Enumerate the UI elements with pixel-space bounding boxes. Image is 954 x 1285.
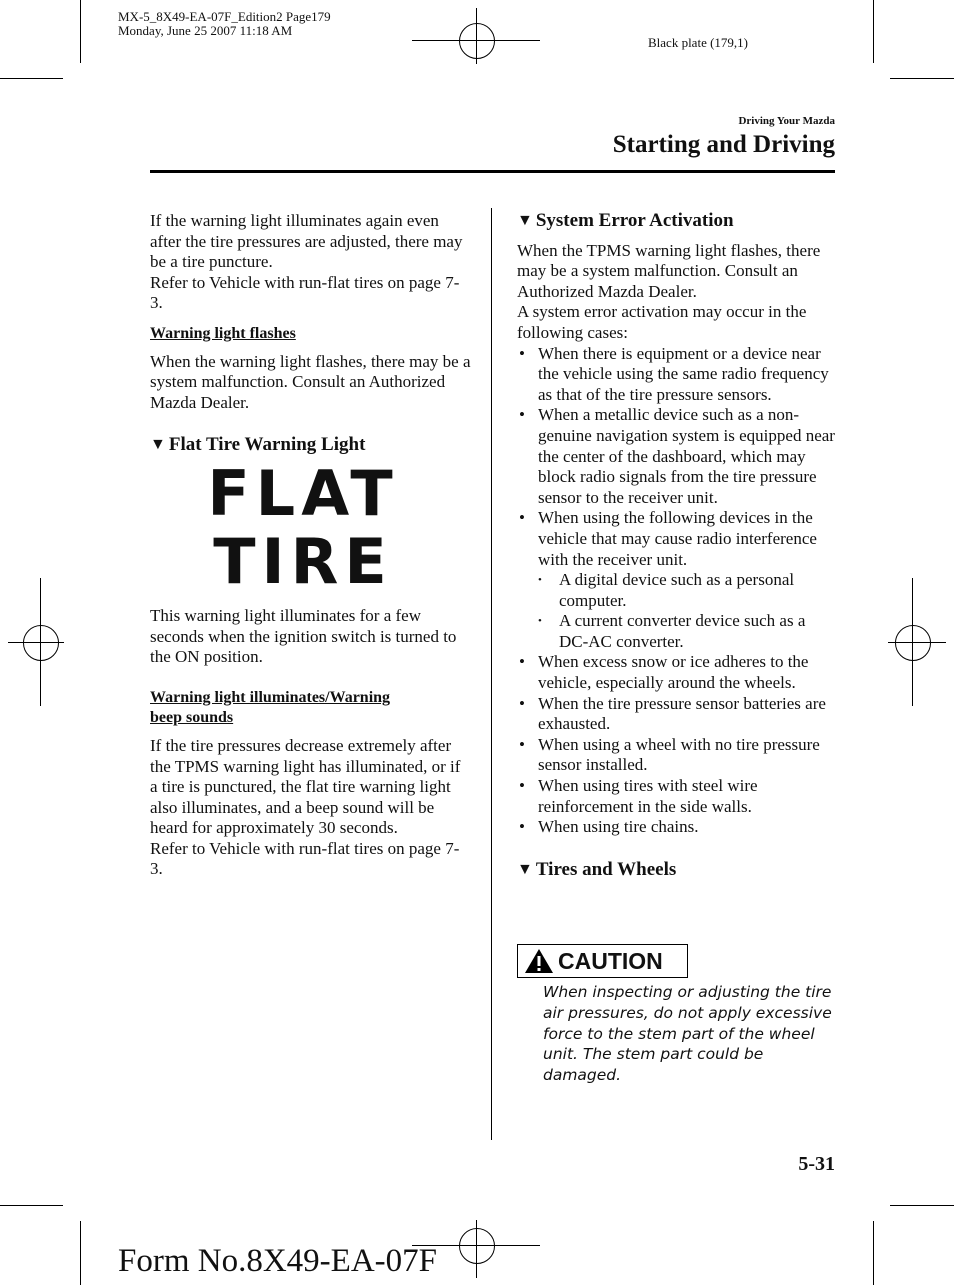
beep-text: If the tire pressures decrease extremely after the TPMS warning light has illuminated, or if a tire is punctured, the flat tire warning light also illuminates, and a beep sound will be heard for approximately 30 seconds.	[150, 735, 461, 838]
down-triangle-icon: ▼	[517, 860, 533, 878]
beep-heading-2: beep sounds	[150, 709, 234, 727]
plate-info: Black plate (179,1)	[648, 35, 748, 50]
flat-tire-line-1: FLAT	[207, 456, 399, 530]
page-number: 5-31	[798, 1153, 835, 1175]
sub-list	[538, 570, 835, 652]
sub-list-item: • A digital device such as a personal computer.	[538, 570, 835, 611]
date-info: Monday, June 25 2007 11:18 AM	[118, 23, 293, 38]
section-label: Driving Your Mazda	[738, 115, 835, 127]
list-item: • When using tires with steel wire reinforcement in the side walls.	[517, 776, 835, 817]
header-rule	[150, 170, 835, 173]
caution-label: CAUTION	[558, 947, 663, 974]
system-error-text: When the TPMS warning light flashes, there may be a system malfunction. Consult an Authorized Mazda Dealer.	[517, 240, 821, 301]
down-triangle-icon: ▼	[150, 436, 166, 454]
file-info: MX-5_8X49-EA-07F_Edition2 Page179	[118, 9, 331, 24]
flashes-heading: Warning light flashes	[150, 324, 296, 342]
caution-box	[517, 944, 688, 978]
down-triangle-icon: ▼	[517, 212, 533, 229]
system-error-list	[517, 344, 835, 838]
system-error-heading: ▼ System Error Activation	[517, 210, 734, 231]
intro-paragraph: If the warning light illuminates again even after the tire pressures are adjusted, there may be a tire puncture.	[150, 211, 463, 272]
form-number: Form No.8X49-EA-07F	[118, 1243, 437, 1279]
list-item: • When excess snow or ice adheres to the vehicle, especially around the wheels.	[517, 652, 835, 693]
left-column	[150, 211, 472, 880]
flat-tire-indicator	[142, 456, 464, 598]
list-item: • When there is equipment or a device near the vehicle using the same radio frequency as that of the tire pressure sensors.	[517, 344, 835, 406]
list-item: • When using tire chains.	[517, 817, 835, 838]
flat-tire-text: This warning light illuminates for a few seconds when the ignition switch is turned to the ON position.	[150, 605, 457, 667]
sub-list-item: • A current converter device such as a DC-AC converter.	[538, 611, 835, 652]
tires-wheels-heading: ▼ Tires and Wheels	[517, 858, 677, 880]
list-item: • When using a wheel with no tire pressure sensor installed.	[517, 735, 835, 776]
list-item: • When a metallic device such as a non-genuine navigation system is equipped near the center of the dashboard, which may block radio signals from the tire pressure sensor to the receiver unit.	[517, 405, 835, 508]
page-title: Starting and Driving	[612, 131, 835, 158]
intro-reference: Refer to Vehicle with run-flat tires on page 7-3.	[150, 272, 460, 313]
system-error-text-2: A system error activation may occur in the following cases:	[517, 302, 807, 342]
list-item: • When using the following devices in the vehicle that may cause radio interference with the receiver unit. • A digital device such as a personal computer. • A current converter device such as a DC-AC converter.	[517, 508, 835, 652]
caution-text: When inspecting or adjusting the tire air pressures, do not apply excessive force to the stem part of the wheel unit. The stem part could be damaged.	[543, 983, 832, 1085]
right-column	[517, 211, 835, 880]
beep-heading-1: Warning light illuminates/Warning	[150, 688, 391, 706]
warning-icon	[524, 948, 554, 974]
beep-reference: Refer to Vehicle with run-flat tires on page 7-3.	[150, 838, 460, 879]
list-item: • When the tire pressure sensor batteries are exhausted.	[517, 694, 835, 735]
flashes-text: When the warning light flashes, there may be a system malfunction. Consult an Authorized Mazda Dealer.	[150, 351, 471, 412]
flat-tire-line-2: TIRE	[213, 524, 393, 598]
column-divider	[491, 208, 492, 1140]
flat-tire-heading: ▼ Flat Tire Warning Light	[150, 434, 366, 456]
